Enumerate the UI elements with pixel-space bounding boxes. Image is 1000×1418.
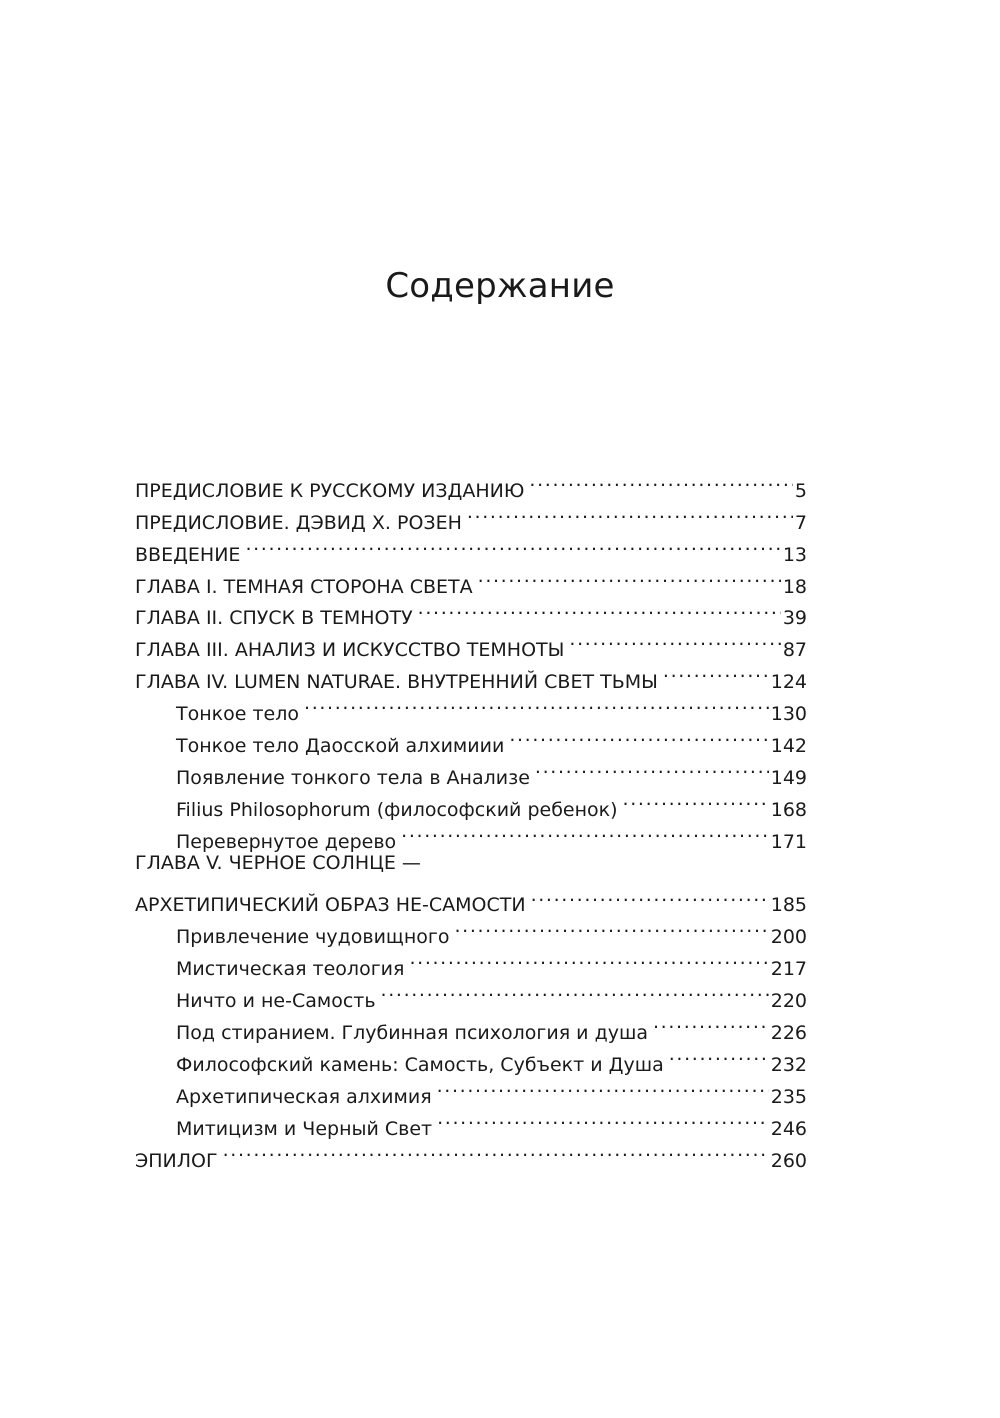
toc-entry-label: АРХЕТИПИЧЕСКИЙ ОБРАЗ НЕ-САМОСТИ (135, 894, 526, 917)
toc-entry-label: ЭПИЛОГ (135, 1149, 218, 1172)
toc-entry-label: Мистическая теология (176, 958, 405, 981)
toc-leader-dots (245, 529, 780, 561)
toc-leader-dots (623, 784, 769, 816)
toc-entry-label: Архетипическая алхимия (176, 1085, 432, 1108)
toc-entry-page: 39 (782, 607, 807, 630)
toc-entry-page: 7 (794, 511, 807, 534)
toc-entry[interactable] (135, 880, 807, 917)
toc-leader-dots (223, 1135, 769, 1167)
toc-entry-label: ГЛАВА I. ТЕМНАЯ СТОРОНА СВЕТА (135, 575, 473, 598)
toc-entry-label: Тонкое тело Даосской алхимиии (176, 735, 505, 758)
toc-entry-label: ГЛАВА II. СПУСК В ТЕМНОТУ (135, 607, 413, 630)
toc-entry-page: 260 (770, 1149, 807, 1172)
toc-entry[interactable] (135, 1135, 807, 1172)
toc-leader-dots (437, 1071, 769, 1103)
toc-entry-label: Перевернутое дерево (176, 830, 397, 853)
toc-entry-label: ГЛАВА V. ЧЕРНОЕ СОЛНЦЕ — (135, 851, 421, 874)
toc-entry-page: 13 (782, 543, 807, 566)
toc-entry-label: Под стиранием. Глубинная психология и душа (176, 1022, 648, 1045)
toc-leader-dots (409, 943, 768, 975)
toc-entry-page: 124 (770, 671, 807, 694)
toc-entry-label: Тонкое тело (176, 703, 300, 726)
toc-entry-label: Ничто и не-Самость (176, 990, 376, 1013)
toc-leader-dots (401, 816, 769, 848)
toc-leader-dots (467, 497, 793, 529)
toc-entry-page: 220 (770, 990, 807, 1013)
toc-leader-dots (569, 624, 780, 656)
toc-leader-dots (509, 720, 768, 752)
toc-entry-page: 226 (770, 1022, 807, 1045)
toc-leader-dots (529, 465, 792, 497)
toc-entry-label: ВВЕДЕНИЕ (135, 543, 241, 566)
toc-entry-label: ГЛАВА IV. LUMEN NATURAE. ВНУТРЕННИЙ СВЕТ ТЬМЫ (135, 671, 658, 694)
toc-leader-dots (418, 593, 781, 625)
toc-entry-page: 171 (770, 830, 807, 853)
toc-entry-page: 185 (770, 894, 807, 917)
toc-entry-label: Привлечение чудовищного (176, 926, 450, 949)
toc-entry-label: ГЛАВА III. АНАЛИЗ И ИСКУССТВО ТЕМНОТЫ (135, 639, 565, 662)
toc-leader-dots (653, 1007, 769, 1039)
toc-entry-page: 232 (770, 1053, 807, 1076)
toc-entry-page: 18 (782, 575, 807, 598)
toc-entry-label: Митицизм и Черный Свет (176, 1117, 433, 1140)
toc-leader-dots (669, 1039, 769, 1071)
toc-entry-page: 246 (770, 1117, 807, 1140)
toc-entry-label: Философский камень: Самость, Субъект и Душа (176, 1053, 664, 1076)
toc-leader-dots (381, 975, 769, 1007)
toc-entry-label: Появление тонкого тела в Анализе (176, 766, 530, 789)
toc-entry-label: ПРЕДИСЛОВИЕ. ДЭВИД Х. РОЗЕН (135, 511, 462, 534)
toc-entry-page: 87 (782, 639, 807, 662)
toc-entry[interactable] (135, 465, 807, 502)
table-of-contents (135, 465, 807, 1172)
page-title: Содержание (385, 266, 615, 306)
toc-leader-dots (535, 752, 769, 784)
toc-entry-page: 217 (770, 958, 807, 981)
toc-leader-dots (304, 688, 769, 720)
toc-entry-page: 168 (770, 798, 807, 821)
toc-leader-dots (663, 656, 769, 688)
toc-entry-label: Filius Philosophorum (философский ребенок) (176, 798, 618, 821)
toc-entry-page: 149 (770, 766, 807, 789)
toc-leader-dots (531, 880, 769, 912)
toc-leader-dots (478, 561, 781, 593)
toc-entry-page: 200 (770, 926, 807, 949)
toc-entry-page: 130 (770, 703, 807, 726)
toc-entry-page: 235 (770, 1085, 807, 1108)
toc-entry-heading-line[interactable] (135, 848, 807, 880)
toc-entry-page: 5 (794, 479, 807, 502)
toc-leader-dots (437, 1103, 769, 1135)
toc-leader-dots (454, 911, 768, 943)
toc-entry-label: ПРЕДИСЛОВИЕ К РУССКОМУ ИЗДАНИЮ (135, 479, 525, 502)
toc-entry-page: 142 (770, 735, 807, 758)
